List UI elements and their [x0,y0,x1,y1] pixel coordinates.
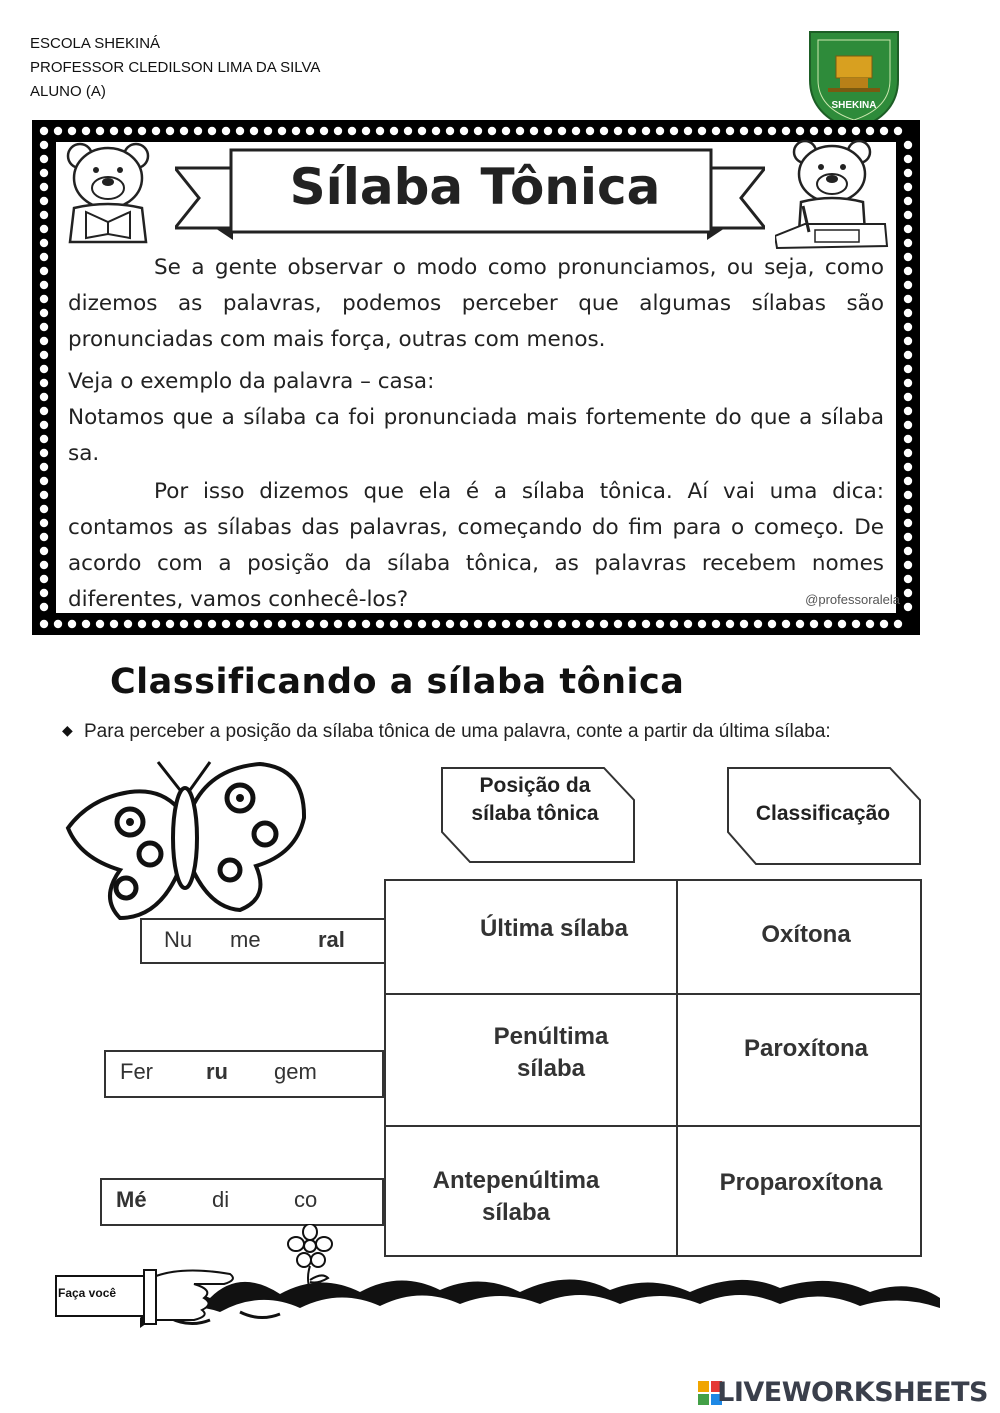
frame-dot [516,620,524,628]
frame-dot [40,519,48,527]
frame-dot [782,127,790,135]
frame-dot [236,127,244,135]
frame-dot [334,127,342,135]
frame-dot [502,127,510,135]
position-cell-2: Penúltima sílaba [493,1023,609,1082]
frame-dot [40,183,48,191]
frame-dot [278,127,286,135]
frame-dot [670,620,678,628]
frame-dot [628,127,636,135]
frame-dot [904,309,912,317]
frame-dot [152,127,160,135]
frame-dot [40,547,48,555]
frame-dot [40,239,48,247]
frame-dot [40,407,48,415]
frame-dot [40,225,48,233]
frame-dot [904,393,912,401]
frame-dot [726,127,734,135]
frame-dot [810,620,818,628]
frame-dot [96,127,104,135]
frame-dot [166,127,174,135]
frame-dot [418,620,426,628]
hand-label: Faça você [58,1286,117,1300]
frame-dot [432,127,440,135]
frame-dot [558,620,566,628]
frame-dot [810,127,818,135]
frame-dot [904,239,912,247]
lesson-title: Sílaba Tônica [289,158,661,216]
frame-dot [110,620,118,628]
frame-dot [320,127,328,135]
student-label: ALUNO (A) [30,83,106,100]
bear-reading-illustration [58,138,158,248]
frame-dot [222,620,230,628]
school-name: ESCOLA SHEKINÁ [30,35,161,52]
frame-dot [474,620,482,628]
frame-dot [740,127,748,135]
frame-dot [698,620,706,628]
classification-table [384,879,922,1257]
frame-dot [54,127,62,135]
frame-dot [904,477,912,485]
frame-dot [656,127,664,135]
frame-dot [474,127,482,135]
frame-dot [904,533,912,541]
frame-dot [236,620,244,628]
frame-dot [40,309,48,317]
frame-dot [894,620,902,628]
frame-dot [880,620,888,628]
frame-dot [544,620,552,628]
frame-dot [68,620,76,628]
frame-dot [754,127,762,135]
frame-dot [138,620,146,628]
frame-dot [852,127,860,135]
frame-dot [40,211,48,219]
frame-dot [348,620,356,628]
tonic-syllable: Mé [116,1187,147,1212]
frame-dot [642,620,650,628]
frame-dot [40,421,48,429]
frame-dot [40,435,48,443]
position-cell-1: Última sílaba [479,915,629,942]
frame-dot [138,127,146,135]
frame-dot [904,365,912,373]
frame-dot [40,169,48,177]
frame-dot [904,603,912,611]
syllable: Fer [120,1059,153,1084]
frame-dot [152,620,160,628]
frame-dot [904,379,912,387]
frame-dot [516,127,524,135]
frame-dot [40,449,48,457]
frame-dot [670,127,678,135]
frame-dot [40,561,48,569]
frame-dot [40,365,48,373]
brand-suffix: WORKSHEETS [781,1377,988,1408]
logo-text: SHEKINA [831,100,877,111]
frame-dot [904,351,912,359]
frame-dot [904,281,912,289]
frame-dot [40,127,48,135]
position-header-label: Posição da sílaba tônica [471,774,599,825]
frame-dot [40,620,48,628]
word-box-ferrugem [104,1050,384,1098]
frame-dot [904,407,912,415]
frame-dot [572,127,580,135]
frame-dot [614,620,622,628]
syllable: gem [274,1059,317,1084]
frame-dot [264,620,272,628]
frame-dot [40,491,48,499]
frame-dot [904,505,912,513]
frame-dot [390,620,398,628]
frame-dot [866,127,874,135]
frame-dot [446,620,454,628]
class-cell-3: Proparoxítona [719,1169,883,1196]
frame-dot [904,547,912,555]
frame-dot [292,620,300,628]
frame-dot [544,127,552,135]
brand-prefix: LIVE [717,1377,782,1408]
frame-dot [82,127,90,135]
frame-dot [460,620,468,628]
frame-dot [208,127,216,135]
word-box-medico [100,1178,384,1226]
frame-dot [754,620,762,628]
frame-dot [572,620,580,628]
frame-dot [432,620,440,628]
word-box-numeral [140,918,386,964]
frame-dot [558,127,566,135]
frame-dot [740,620,748,628]
frame-dot [278,620,286,628]
frame-dot [838,620,846,628]
frame-dot [194,127,202,135]
frame-dot [712,127,720,135]
frame-dot [796,620,804,628]
teacher-name: PROFESSOR CLEDILSON LIMA DA SILVA [30,59,321,76]
frame-dot [852,620,860,628]
frame-dot [894,127,902,135]
lesson-paragraph-3: Notamos que a sílaba ca foi pronunciada mais fortemente do que a sílaba sa. [68,405,884,466]
frame-dot [292,127,300,135]
frame-dot [40,393,48,401]
frame-dot [904,253,912,261]
frame-dot [642,127,650,135]
school-logo [806,28,902,132]
section-title: Classificando a sílaba tônica [110,662,685,702]
tonic-syllable: ral [318,927,345,952]
instruction-text: Para perceber a posição da sílaba tônica de uma palavra, conte a partir da última sílaba: [84,721,831,742]
frame-dot [628,620,636,628]
bear-writing-illustration [775,136,890,246]
frame-dot [306,127,314,135]
frame-dot [684,127,692,135]
frame-dot [726,620,734,628]
frame-dot [904,197,912,205]
frame-dot [904,141,912,149]
frame-dot [796,127,804,135]
frame-dot [40,379,48,387]
frame-dot [656,620,664,628]
syllable: me [230,927,261,952]
frame-dot [904,449,912,457]
frame-dot [782,620,790,628]
frame-dot [904,463,912,471]
lesson-paragraph-2: Veja o exemplo da palavra – casa: [68,369,435,394]
frame-dot [460,127,468,135]
frame-dot [40,463,48,471]
frame-dot [904,169,912,177]
frame-dot [334,620,342,628]
frame-dot [824,127,832,135]
syllable: co [294,1187,318,1212]
lesson-paragraph-4: Por isso dizemos que ela é a sílaba tônica. Aí vai uma dica: contamos as sílabas das palavras, começando do fim para o começo. De acordo com a posição da sílaba tônica, as palavras recebem nomes diferentes, vamos conhecê-los? [68,479,884,612]
frame-dot [390,127,398,135]
frame-dot [614,127,622,135]
frame-dot [904,267,912,275]
frame-dot [600,620,608,628]
frame-dot [264,127,272,135]
grass-border [140,1258,940,1353]
frame-dot [362,127,370,135]
butterfly-illustration [60,758,310,933]
frame-dot [82,620,90,628]
syllable: Nu [164,927,193,952]
frame-dot [904,183,912,191]
frame-dot [96,620,104,628]
frame-dot [404,127,412,135]
frame-dot [54,620,62,628]
frame-dot [768,127,776,135]
frame-dot [40,603,48,611]
class-cell-2: Paroxítona [743,1035,869,1062]
frame-dot [904,421,912,429]
frame-dot [40,281,48,289]
class-cell-1: Oxítona [761,921,851,948]
frame-dot [904,491,912,499]
frame-dot [904,295,912,303]
frame-dot [712,620,720,628]
frame-dot [222,127,230,135]
frame-dot [904,575,912,583]
frame-dot [40,267,48,275]
frame-dot [824,620,832,628]
frame-dot [446,127,454,135]
frame-dot [362,620,370,628]
frame-dot [40,141,48,149]
frame-dot [866,620,874,628]
frame-dot [250,127,258,135]
frame-dot [684,620,692,628]
frame-dot [40,505,48,513]
frame-dot [40,337,48,345]
frame-dot [404,620,412,628]
frame-dot [488,127,496,135]
lesson-paragraph-1: Se a gente observar o modo como pronunciamos, ou seja, como dizemos as palavras, podemos perceber que algumas sílabas são pronunciadas com mais força, outras com menos. [68,255,884,352]
frame-dot [40,589,48,597]
frame-dot [904,337,912,345]
frame-dot [586,127,594,135]
frame-dot [180,127,188,135]
frame-dot [904,561,912,569]
frame-dot [40,155,48,163]
frame-dot [166,620,174,628]
frame-dot [880,127,888,135]
frame-dot [194,620,202,628]
frame-dot [40,253,48,261]
frame-dot [904,519,912,527]
frame-dot [768,620,776,628]
frame-dot [530,127,538,135]
frame-dot [418,127,426,135]
frame-dot [40,323,48,331]
frame-dot [40,533,48,541]
frame-dot [904,435,912,443]
frame-dot [40,197,48,205]
liveworksheets-logo[interactable] [717,1377,988,1408]
frame-dot [904,155,912,163]
frame-dot [110,127,118,135]
frame-dot [376,127,384,135]
frame-dot [530,620,538,628]
frame-dot [904,323,912,331]
frame-dot [600,127,608,135]
frame-dot [904,211,912,219]
frame-dot [124,127,132,135]
frame-dot [180,620,188,628]
author-credit: @professoralela [805,592,900,607]
frame-dot [348,127,356,135]
frame-dot [40,477,48,485]
syllable: di [212,1187,230,1212]
frame-dot [208,620,216,628]
frame-dot [250,620,258,628]
frame-dot [838,127,846,135]
frame-dot [586,620,594,628]
frame-dot [124,620,132,628]
tonic-syllable: ru [206,1059,228,1084]
frame-dot [40,575,48,583]
frame-dot [306,620,314,628]
frame-dot [320,620,328,628]
frame-dot [502,620,510,628]
frame-dot [904,225,912,233]
frame-dot [376,620,384,628]
frame-dot [68,127,76,135]
frame-dot [488,620,496,628]
frame-dot [698,127,706,135]
frame-dot [904,589,912,597]
frame-dot [40,351,48,359]
bullet-icon: ◆ [62,722,73,738]
class-header-label: Classificação [755,802,891,825]
frame-dot [40,295,48,303]
position-cell-3: Antepenúltima sílaba [432,1167,600,1226]
